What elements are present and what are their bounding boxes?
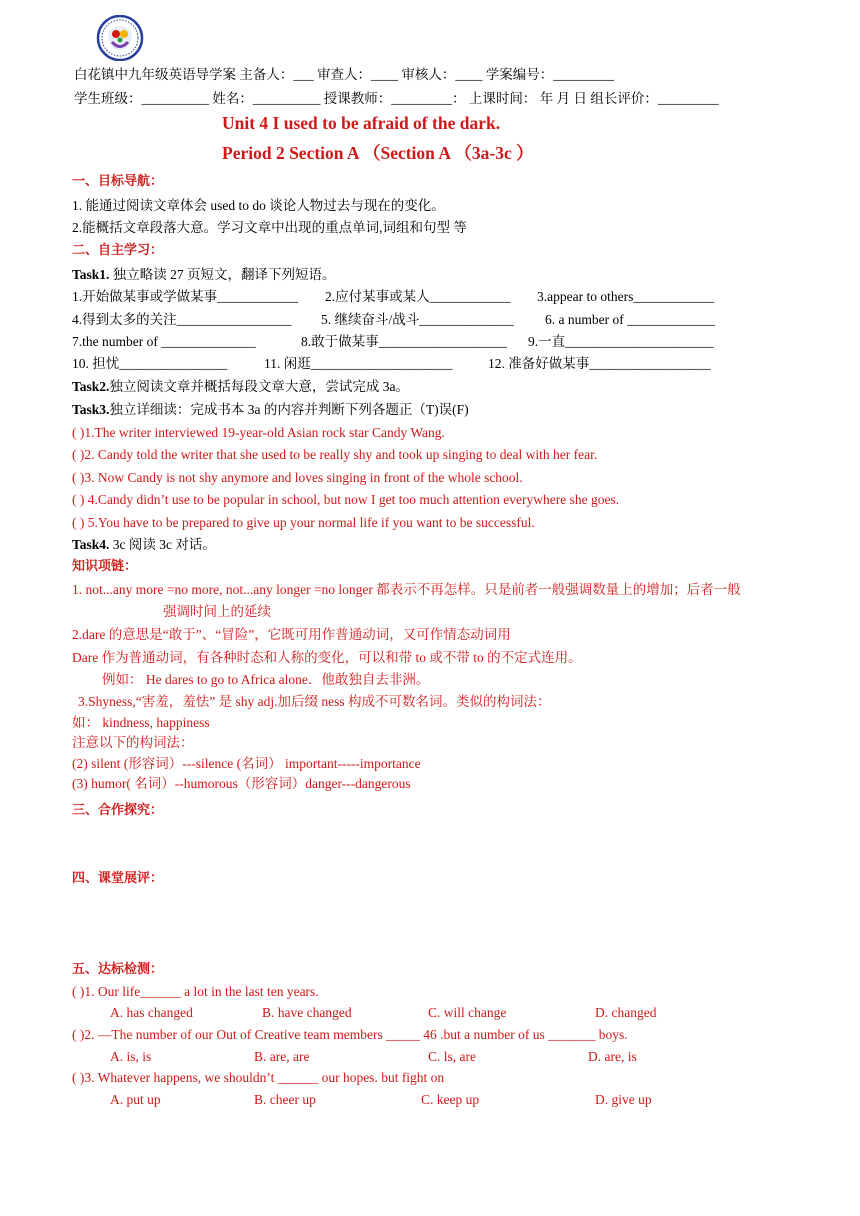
phrase-3: 3.appear to others____________ [537, 289, 715, 304]
phrase-4: 4.得到太多的关注_________________ [72, 312, 292, 327]
goal-item-2: 2.能概括文章段落大意。学习文章中出现的重点单词,词组和句型 等 [72, 220, 467, 235]
task1-text: 独立略读 27 页短文，翻译下列短语。 [109, 267, 336, 282]
task1-line [72, 266, 336, 284]
knowledge-line-7: 如： kindness, happiness [72, 715, 210, 730]
question-2-option-a: A. is, is [110, 1049, 152, 1064]
phrase-7: 7.the number of ______________ [72, 334, 256, 349]
knowledge-line-9: (2) silent (形容词）---silence (名词） important-----importance [72, 756, 421, 771]
phrase-8: 8.敢于做某事___________________ [301, 334, 507, 349]
goal-item-1: 1. 能通过阅读文章体会 used to do 谈论人物过去与现在的变化。 [72, 198, 445, 213]
phrase-5: 5. 继续奋斗/战斗______________ [321, 312, 514, 327]
knowledge-line-5: 例如： He dares to go to Africa alone．他敢独自去非洲。 [102, 672, 430, 687]
task2-label: Task2. [72, 379, 110, 394]
question-1-option-c: C. will change [428, 1005, 507, 1020]
knowledge-line-4: Dare 作为普通动词，有各种时态和人称的变化，可以和带 to 或不带 to 的不定式连用。 [72, 650, 582, 665]
tf-item-1: ( )1.The writer interviewed 19-year-old Asian rock star Candy Wang. [72, 425, 445, 440]
section-heading-cooperate: 三、合作探究： [72, 803, 164, 818]
task3-text: 独立详细读：完成书本 3a 的内容并判断下列各题正（T)误(F) [109, 402, 469, 417]
tf-item-5: ( ) 5.You have to be prepared to give up your normal life if you want to be successful. [72, 515, 535, 530]
question-1-option-d: D. changed [595, 1005, 657, 1020]
question-2-option-d: D. are, is [588, 1049, 637, 1064]
question-1-option-b: B. have changed [262, 1005, 352, 1020]
phrase-10: 10. 担忧________________ [72, 356, 228, 371]
tf-item-3: ( )3. Now Candy is not shy anymore and loves singing in front of the whole school. [72, 470, 523, 485]
section-heading-goals: 一、目标导航： [72, 174, 164, 189]
question-3-stem: ( )3. Whatever happens, we shouldn’t ______ our hopes. but fight on [72, 1070, 445, 1085]
period-title: Period 2 Section A （Section A （3a-3c ） [222, 143, 534, 163]
question-3-option-b: B. cheer up [254, 1092, 316, 1107]
task4-label: Task4. [72, 537, 110, 552]
section-heading-knowledge: 知识项链： [72, 559, 138, 574]
question-3-option-c: C. keep up [421, 1092, 480, 1107]
tf-item-2: ( )2. Candy told the writer that she used to be really shy and took up singing to deal with her fear. [72, 447, 598, 462]
school-logo-icon [96, 15, 144, 61]
knowledge-line-1: 1. not...any more =no more, not...any longer =no longer 都表示不再怎样。只是前者一般强调数量上的增加；后者一般 [72, 582, 741, 597]
question-1-option-a: A. has changed [110, 1005, 193, 1020]
header-line-1: 白花镇中九年级英语导学案 主备人：___ 审查人：____ 审核人：____ 学案编号：_________ [74, 67, 614, 82]
tf-item-4: ( ) 4.Candy didn’t use to be popular in school, but now I get too much attention everywhere she goes. [72, 492, 620, 507]
section-heading-test: 五、达标检测： [72, 962, 164, 977]
task3-label: Task3. [72, 402, 110, 417]
task3-line [72, 401, 469, 419]
phrase-12: 12. 准备好做某事__________________ [488, 356, 711, 371]
knowledge-line-3: 2.dare 的意思是“敢于”、“冒险”，它既可用作普通动词，又可作情态动词用 [72, 627, 511, 642]
header-line-2: 学生班级：__________ 姓名：__________ 授课教师：_________： 上课时间： 年 月 日 组长评价：_________ [74, 91, 719, 106]
section-heading-self-study: 二、自主学习： [72, 243, 164, 258]
knowledge-line-2: 强调时间上的延续 [163, 604, 271, 619]
question-2-option-c: C. ls, are [428, 1049, 476, 1064]
question-2-option-b: B. are, are [254, 1049, 310, 1064]
unit-title: Unit 4 I used to be afraid of the dark. [222, 113, 501, 133]
task2-line [72, 378, 409, 396]
task4-line [72, 536, 216, 554]
phrase-2: 2.应付某事或某人____________ [325, 289, 511, 304]
question-2-stem: ( )2. —The number of our Out of Creative team members _____ 46 .but a number of us _______ boys. [72, 1027, 628, 1042]
phrase-11: 11. 闲逛_____________________ [264, 356, 453, 371]
phrase-9: 9.一直______________________ [528, 334, 714, 349]
question-1-stem: ( )1. Our life______ a lot in the last ten years. [72, 984, 319, 999]
question-3-option-d: D. give up [595, 1092, 652, 1107]
task4-text: 3c 阅读 3c 对话。 [109, 537, 216, 552]
knowledge-line-10: (3) humor( 名词）--humorous（形容词）danger---dangerous [72, 776, 411, 791]
question-3-option-a: A. put up [110, 1092, 161, 1107]
knowledge-line-6: 3.Shyness,“害羞，羞怯” 是 shy adj.加后缀 ness 构成不可数名词。类似的构词法： [78, 694, 551, 709]
phrase-1: 1.开始做某事或学做某事____________ [72, 289, 299, 304]
knowledge-line-8: 注意以下的构词法： [72, 735, 194, 750]
task2-text: 独立阅读文章并概括每段文章大意，尝试完成 3a。 [109, 379, 410, 394]
task1-label: Task1. [72, 267, 110, 282]
phrase-6: 6. a number of _____________ [545, 312, 715, 327]
section-heading-display: 四、课堂展评： [72, 871, 164, 886]
